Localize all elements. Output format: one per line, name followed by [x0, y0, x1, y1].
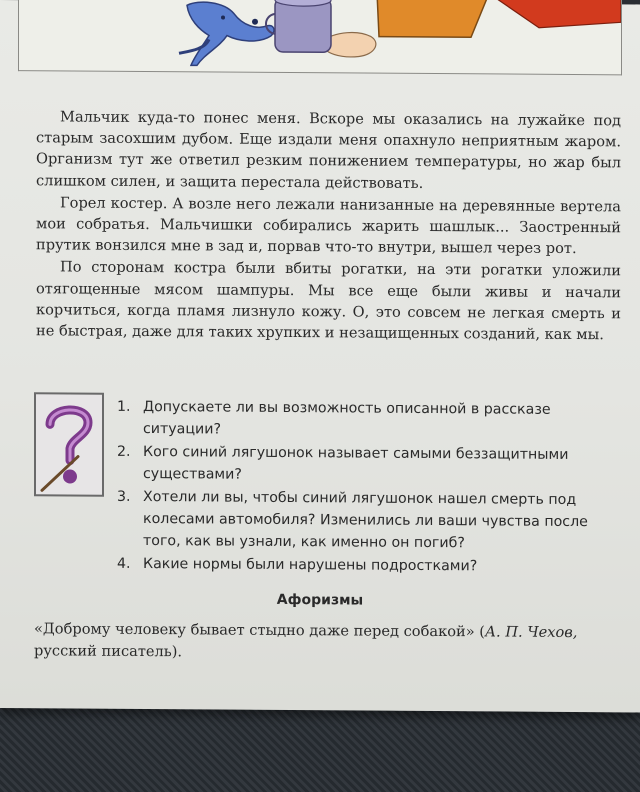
question-item: [117, 396, 622, 444]
story-paragraph: Горел костер. А возле него лежали нанизанные на деревянные вертела мои собратья. Мальчишки собирались жарить шашлык... Заостренный прутик вонзился мне в зад и, порвав что-то внутри, вышел через рот.: [36, 194, 621, 258]
story-paragraph: Мальчик куда-то понес меня. Вскоре мы оказались на лужайке под старым засохшим дубом. Еще издали меня опахнуло неприятным жаром. Организм тут же ответил резким понижением температуры, но жар был слишком силен, и защита перестала действовать.: [36, 108, 621, 192]
story-paragraph: По сторонам костра были вбиты рогатки, на эти рогатки уложили отягощенные мясом шампуры. Мы все еще были живы и начали корчиться, когда пламя лизнуло кожу. О, это совсем не легкая смерть и не быстрая, даже для таких хрупких и незащищенных созданий, как мы.: [36, 258, 621, 344]
quote-text: «Доброму человеку бывает стыдно даже перед собакой» (: [34, 620, 485, 641]
questions-list: [117, 396, 622, 579]
aphorism-quote: [34, 618, 624, 666]
questions-badge: [34, 392, 104, 496]
question-item: [117, 553, 622, 579]
question-text: Какие нормы были нарушены подростками?: [143, 555, 478, 575]
question-text: Кого синий лягушонок называет самыми беззащитными существами?: [143, 443, 569, 483]
question-item: [117, 441, 622, 489]
question-number: 4.: [117, 555, 131, 572]
quote-author: А. П. Чехов,: [484, 623, 578, 642]
hand-holding-cup-icon: [266, 0, 621, 59]
question-number: 3.: [117, 488, 131, 505]
question-number: 2.: [117, 443, 131, 460]
aphorisms-heading: Афоризмы: [276, 591, 364, 609]
question-text: Хотели ли вы, чтобы синий лягушонок нашел смерть под колесами автомобиля? Изменились ли ваши чувства после того, как вы узнали, как именно он погиб?: [143, 488, 588, 552]
question-text: Допускаете ли вы возможность описанной в рассказе ситуации?: [143, 398, 551, 438]
question-mark-icon: [36, 394, 102, 494]
quote-author-description: русский писатель).: [34, 642, 183, 661]
question-number: 1.: [117, 398, 131, 415]
question-item: [117, 485, 622, 556]
story-text: [36, 106, 621, 345]
blue-frog-icon: [179, 2, 274, 66]
story-illustration: [18, 0, 622, 75]
